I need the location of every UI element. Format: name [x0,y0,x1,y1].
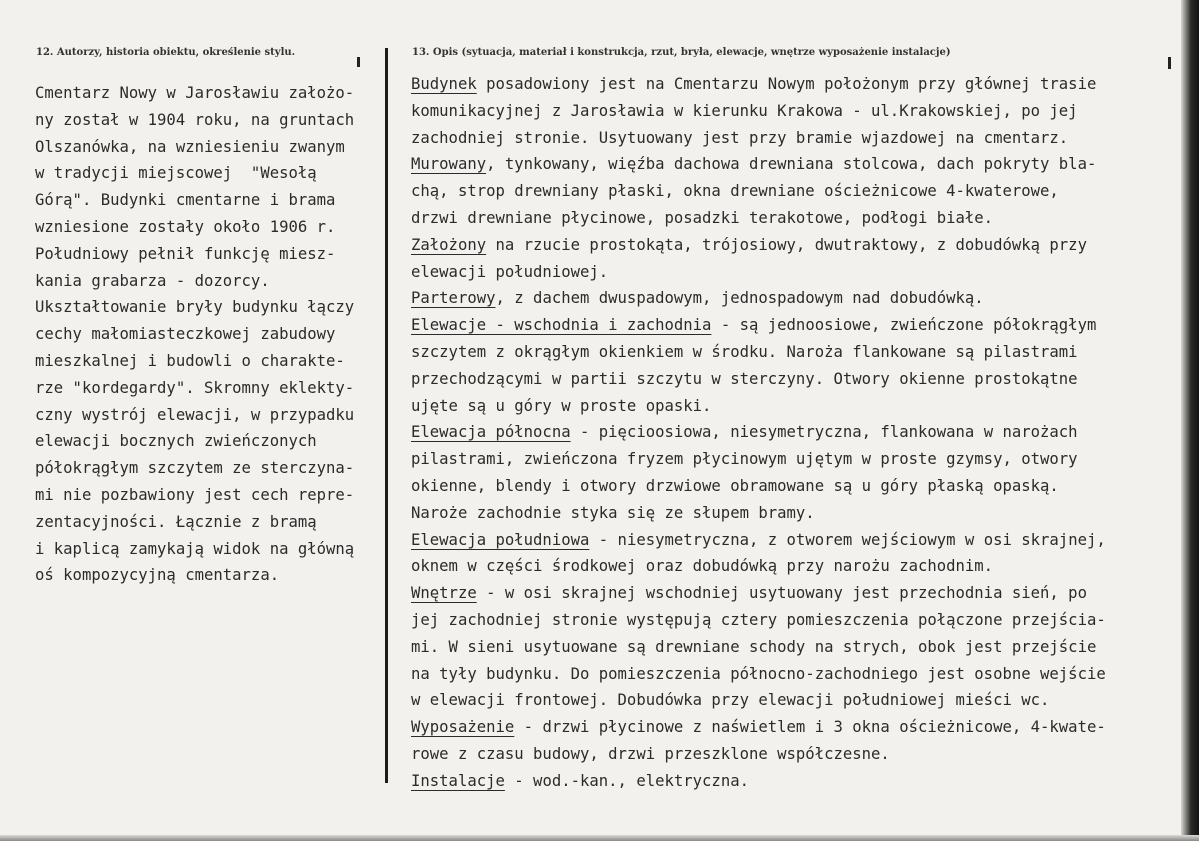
right-text-line [411,259,1106,286]
line-text: przechodzącymi w partii szczytu w sterczyny. Otwory okienne prostokątne [411,369,1078,388]
left-text-line: ny został w 1904 roku, na gruntach [35,110,355,129]
right-text-line [411,125,1106,152]
line-text: drzwi drewniane płycinowe, posadzki terakotowe, podłogi białe. [411,208,994,227]
left-text-line: Olszanówka, na wzniesieniu zwanym [35,137,345,156]
right-text-line [411,580,1106,607]
right-text-line [411,151,1106,178]
right-text-line [411,339,1106,366]
right-text-line [411,473,1106,500]
left-text-line: półokrągłym szczytem ze sterczyna- [35,459,355,478]
right-text-line [411,714,1106,741]
right-text-line [411,312,1106,339]
line-text: - drzwi płycinowe z naświetlem i 3 okna ościeżnicowe, 4-kwate- [514,718,1106,737]
right-text-line [411,71,1106,98]
left-text-line: rze "kordegardy". Skromny eklekty- [35,378,355,397]
right-text-line [411,205,1106,232]
right-text-line [411,741,1106,768]
right-text-line [411,393,1106,420]
right-text-line [411,178,1106,205]
left-column-heading: 12. Autorzy, historia obiektu, określenie stylu. [36,47,296,58]
scan-edge-right [1181,0,1199,841]
right-text-line [411,232,1106,259]
line-text: okienne, blendy i otwory drzwiowe obramowane są u góry płaską opaską. [411,476,1059,495]
line-text: - pięcioosiowa, niesymetryczna, flankowana w narożach [570,423,1078,442]
right-text-line [411,661,1106,688]
left-text-line: Cmentarz Nowy w Jarosławiu założo- [35,84,355,102]
left-text-line: oś kompozycyjną cmentarza. [35,566,280,585]
column-divider [385,48,388,783]
left-column-tick-mark [357,57,360,67]
line-text: chą, strop drewniany płaski, okna drewniane ościeżnicowe 4-kwaterowe, [411,182,1059,201]
line-text: zachodniej stronie. Usytuowany jest przy bramie wjazdowej na cmentarz. [411,128,1069,147]
section-term: Elewacje - wschodnia i zachodnia [411,316,712,335]
line-text: - w osi skrajnej wschodniej usytuowany jest przechodnia sień, po [476,584,1087,603]
line-text: , tynkowany, więźba dachowa drewniana stolcowa, dach pokryty bla- [486,155,1097,174]
left-text-line: Ukształtowanie bryły budynku łączy [35,298,355,317]
line-text: - wod.-kan., elektryczna. [504,771,749,790]
line-text: rowe z czasu budowy, drzwi przeszklone współczesne. [411,744,890,763]
section-term: Wnętrze [411,584,477,603]
right-text-line [411,500,1106,527]
right-text-line [411,553,1106,580]
line-text: - niesymetryczna, z otworem wejściowym w osi skrajnej, [589,530,1106,549]
left-text-line: Górą". Budynki cmentarne i brama [35,191,336,210]
line-text: elewacji południowej. [411,262,609,281]
line-text: szczytem z okrągłym okienkiem w środku. Naroża flankowane są pilastrami [411,342,1078,361]
line-text: posadowiony jest na Cmentarzu Nowym położonym przy głównej trasie [476,75,1097,93]
right-column-tick-mark [1168,57,1171,69]
line-text: - są jednoosiowe, zwieńczone półokrągłym [711,316,1097,335]
left-text-line: i kaplicą zamykają widok na główną [35,539,355,558]
right-text-line [411,527,1106,554]
right-text-line [411,98,1106,125]
right-text-line [411,366,1106,393]
line-text: jej zachodniej stronie występują cztery pomieszczenia połączone przejścia- [411,610,1106,629]
left-text-line: zentacyjności. Łącznie z bramą [35,512,317,531]
line-text: komunikacyjnej z Jarosławia w kierunku Krakowa - ul.Krakowskiej, po jej [411,101,1078,120]
right-text-line [411,687,1106,714]
right-column-text [411,71,1106,795]
left-text-line: czny wystrój elewacji, w przypadku [35,405,355,424]
line-text: w elewacji frontowej. Dobudówka przy elewacji południowej mieści wc. [411,691,1050,710]
left-text-line: elewacji bocznych zwieńczonych [35,432,317,451]
line-text: na rzucie prostokąta, trójosiowy, dwutraktowy, z dobudówką przy [486,235,1087,254]
section-term: Parterowy [411,289,496,308]
right-text-line [411,446,1106,473]
left-text-line: mieszkalnej i budowli o charakte- [35,351,345,370]
line-text: oknem w części środkowej oraz dobudówką przy narożu zachodnim. [411,557,994,576]
left-text-line: Południowy pełnił funkcję miesz- [35,244,336,263]
section-term: Elewacja północna [411,423,571,442]
left-text-line: wzniesione zostały około 1906 r. [35,217,336,236]
section-term: Budynek [411,75,477,93]
section-term: Elewacja południowa [411,530,590,549]
section-term: Murowany [411,155,487,174]
section-term: Założony [411,235,487,254]
section-term: Instalacje [411,771,505,790]
left-text-line: kania grabarza - dozorcy. [35,271,270,290]
line-text: ujęte są u góry w proste opaski. [411,396,712,415]
scan-edge-bottom [0,835,1199,841]
right-text-line [411,419,1106,446]
right-text-line [411,607,1106,634]
right-text-line [411,634,1106,661]
line-text: mi. W sieni usytuowane są drewniane schody na strych, obok jest przejście [411,637,1097,656]
line-text: pilastrami, zwieńczona fryzem płycinowym ujętym w proste gzymsy, otwory [411,450,1078,469]
left-column-text [35,80,354,589]
line-text: , z dachem dwuspadowym, jednospadowym nad dobudówką. [495,289,984,308]
left-text-line: w tradycji miejscowej "Wesołą [35,164,317,183]
right-text-line [411,768,1106,795]
right-column-heading: 13. Opis (sytuacja, materiał i konstrukcja, rzut, bryła, elewacje, wnętrze wyposażenie instalacje) [412,47,951,58]
right-text-line [411,285,1106,312]
line-text: Naroże zachodnie styka się ze słupem bramy. [411,503,815,522]
line-text: na tyły budynku. Do pomieszczenia północno-zachodniego jest osobne wejście [411,664,1106,683]
left-text-line: mi nie pozbawiony jest cech repre- [35,485,355,504]
left-text-line: cechy małomiasteczkowej zabudowy [35,325,336,344]
section-term: Wyposażenie [411,718,515,737]
